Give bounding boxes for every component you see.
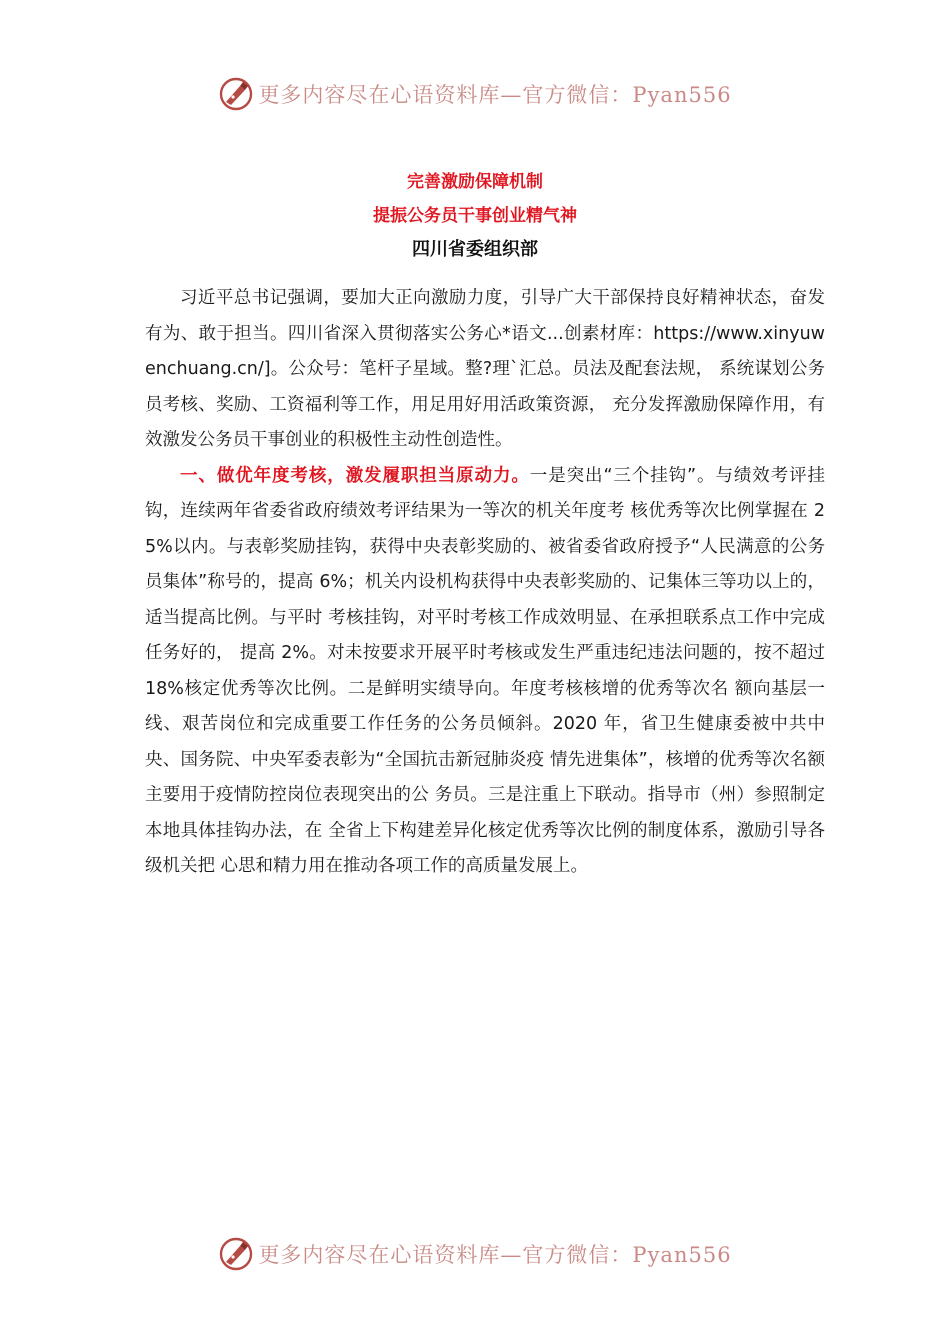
pen-nib-logo-icon: [218, 76, 254, 112]
document-title-line1: 完善激励保障机制: [407, 172, 543, 192]
footer-watermark: [0, 1232, 950, 1276]
document-author: 四川省委组织部: [412, 239, 538, 260]
watermark-text: 更多内容尽在心语资料库—官方微信：Pyan556: [258, 83, 732, 107]
watermark-text: 更多内容尽在心语资料库—官方微信：Pyan556: [258, 1243, 732, 1267]
section-one-heading: 一、做优年度考核，激发履职担当原动力。: [180, 465, 530, 486]
header-watermark: [0, 72, 950, 116]
document-title-line2: 提振公务员干事创业精气神: [373, 206, 577, 226]
paragraph-section-one: [145, 459, 825, 885]
document-body: [145, 281, 825, 885]
paragraph-intro: 习近平总书记强调，要加大正向激励力度，引导广大干部保持良好精神状态，奋发有为、敢于担当。四川省深入贯彻落实公务心*语文...创素材库：https://www.xinyuwenchuang.cn/]。公众号：笔杆子星域。整?理`汇总。员法及配套法规， 系统谋划公务员考核、奖励、工资福利等工作，用足用好用活政策资源， 充分发挥激励保障作用，有效激发公务员干事创业的积极性主动性创造性。: [145, 288, 825, 450]
pen-nib-logo-icon: [218, 1236, 254, 1272]
section-one-text: 一是突出“三个挂钩”。与绩效考评挂钩，连续两年省委省政府绩效考评结果为一等次的机关年度考 核优秀等次比例掌握在 25%以内。与表彰奖励挂钩，获得中央表彰奖励的、被省委省政府授予“人民满意的公务员集体”称号的，提高 6%；机关内设机构获得中央表彰奖励的、记集体三等功以上的，适当提高比例。与平时 考核挂钩，对平时考核工作成效明显、在承担联系点工作中完成任务好的， 提高 2%。对未按要求开展平时考核或发生严重违纪违法问题的，按不超过 18%核定优秀等次比例。二是鲜明实绩导向。年度考核核增的优秀等次名 额向基层一线、艰苦岗位和完成重要工作任务的公务员倾斜。2020 年，省卫生健康委被中共中央、国务院、中央军委表彰为“全国抗击新冠肺炎疫 情先进集体”，核增的优秀等次名额主要用于疫情防控岗位表现突出的公 务员。三是注重上下联动。指导市（州）参照制定本地具体挂钩办法，在 全省上下构建差异化核定优秀等次比例的制度体系，激励引导各级机关把 心思和精力用在推动各项工作的高质量发展上。: [145, 465, 825, 876]
